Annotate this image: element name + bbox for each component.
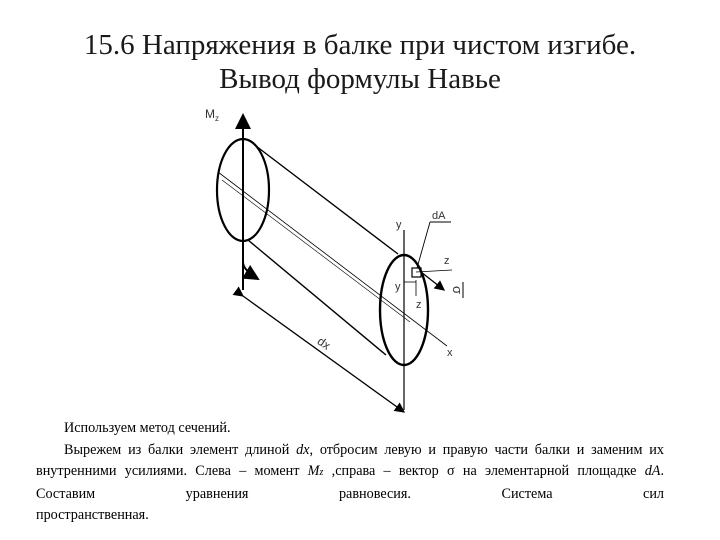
moment-curl: [243, 262, 258, 279]
label-z-top: z: [444, 255, 450, 267]
beam-bottom-edge: [248, 240, 386, 355]
title-line-2: Вывод формулы Навье: [219, 63, 501, 95]
beam-top-edge: [256, 146, 398, 254]
label-sigma: σ: [450, 286, 465, 295]
title-line-1: 15.6 Напряжения в балке при чистом изгибе.: [83, 29, 637, 61]
label-x: x: [447, 347, 453, 359]
paragraph-2: Вырежем из балки элемент длиной dx, отбросим левую и правую части балки и заменим их внутренними усилиями. Слева – момент Mz ,справа – вектор σ на элементарной площадке dA. Составим уравнения равновесия. Система сил: [36, 441, 664, 502]
label-z-mid: z: [416, 299, 422, 311]
paragraph-1: Используем метод сечений.: [64, 420, 231, 436]
label-mz: $M_z$: [205, 107, 219, 123]
label-y-top: y: [396, 219, 402, 231]
da-pointer: [417, 222, 430, 268]
label-dx: dx: [314, 333, 334, 353]
paragraph-2-last: пространственная.: [36, 507, 149, 523]
label-y-mid: y: [395, 281, 401, 293]
body-text: [36, 418, 664, 527]
label-da: dA: [432, 210, 446, 222]
